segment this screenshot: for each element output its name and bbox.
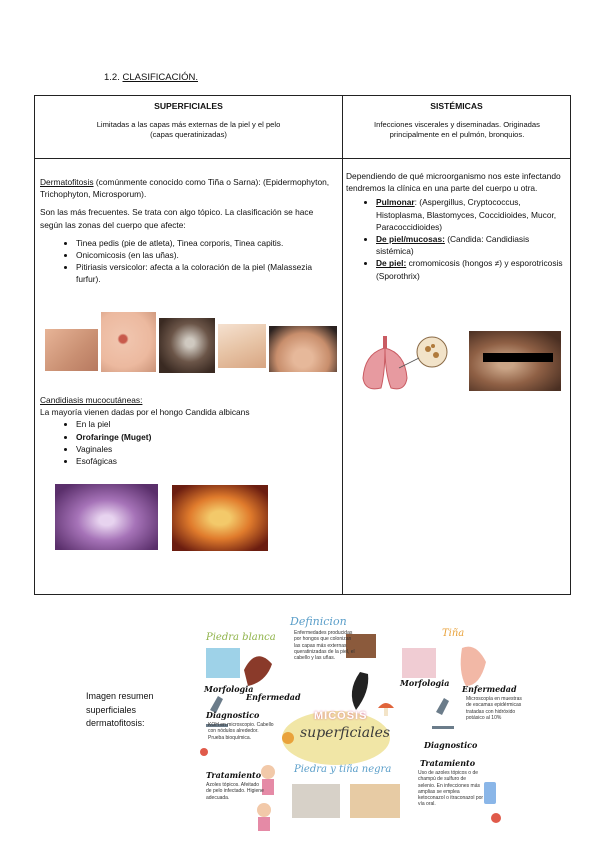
tratamiento-right: Tratamiento [420,758,476,768]
sistemicas-body [346,170,568,286]
candidiasis-esophagus-photo [172,485,268,551]
section-title: CLASIFICACIÓN. [122,72,198,83]
tinea-corporis-photo [101,312,156,372]
test-icon [282,732,294,744]
list-item [376,257,568,281]
list-item: • Orofaringe (Muget) [76,431,338,443]
summary-section [0,600,600,848]
classification-table [34,95,571,595]
superficiales-subtitle-line2: (capas queratinizadas) [150,129,227,139]
dermatofitosis-intro: (comúnmente conocido como Tiña o Sarna): (Epidermophyton, Trichophyton, Microsporum). [40,177,330,200]
list-item: • Tinea pedis (pie de atleta), Tinea corporis, Tinea capitis. [76,237,338,249]
superficiales-body [40,176,338,290]
sistemicas-subtitle-line1: Infecciones viscerales y diseminadas. Originadas [374,120,540,129]
piedra-negra-heading: Piedra y tiña negra [294,764,392,775]
shampoo-icon [484,782,496,804]
piedra-blanca-image [206,648,240,678]
candidiasis-list [40,418,338,467]
piel-text: cromomicosis (hongos ≠) y esporotricosis (Sporothrix) [376,258,563,281]
piel-mucosas-label: De piel/mucosas: [376,233,445,244]
morfologia-right: Morfologia [400,678,450,688]
enfermedad-left: Enfermedad [246,692,301,702]
enfermedad-right: Enfermedad [462,684,517,694]
hair-image [244,656,272,686]
figure-icon [257,803,271,817]
column-divider [342,96,343,594]
header-divider [35,158,570,159]
piedra-negra-image [292,784,340,818]
sistemicas-list [346,196,568,281]
dermatofitosis-paragraph [40,176,338,200]
list-item: • Vaginales [76,443,338,455]
superficiales-subtitle-line1: Limitadas a las capas más externas de la piel y el pelo [96,120,281,129]
eye-bar [483,353,553,362]
piedra-blanca-heading: Piedra blanca [206,632,276,643]
superficiales-title: SUPERFICIALES [154,101,223,111]
microscope-icon [432,698,454,729]
definicion-heading: Definicion [290,615,347,628]
list-item: • Esofágicas [76,455,338,467]
tina-micro-image [402,648,436,678]
diagnostico-left-note: KOH en microscopio. Cabello con nódulos alrededor. Prueba bioquímica. [208,722,274,741]
list-item: • Onicomicosis (en las uñas). [76,249,338,261]
morfologia-left: Morfologia [204,684,254,694]
list-item [376,233,568,257]
center-title-2: superficiales [300,725,391,741]
diagnostico-right: Diagnostico [424,740,478,750]
candidiasis-section [40,394,338,471]
sistemicas-subtitle-line2: principalmente en el pulmón, bronquios. [389,129,525,139]
cromomicosis-photo [469,331,561,391]
list-item [376,196,568,233]
diagnostico-left: Diagnostico [206,710,260,720]
sistemicas-subtitle [345,120,569,140]
tinea-capitis-photo [159,318,215,373]
sistemicas-intro: Dependiendo de qué microorganismo nos este infectando tendremos la clínica en una parte del cuerpo u otra. [346,171,561,194]
lungs-illustration [355,328,450,398]
pulmonar-text: : (Aspergillus, Cryptococcus, Histoplasma, Blastomyces, Coccidioides, Mucor, Paracoccidioides) [376,197,557,232]
piel-label: De piel: [376,258,407,269]
figure-icon [261,765,275,779]
frequency-paragraph: Son las más frecuentes. Se trata con algo tópico. La clasificación se hace según las zonas del cuerpo que afecte: [40,207,314,230]
sistemicas-title: SISTÉMICAS [430,101,483,111]
candidiasis-title: Candidiasis mucocutáneas: [40,395,143,405]
enfermedad-right-note: Microscopía en muestras de escamas epidérmicas tratadas con hidróxido potásico al 10% [466,696,522,721]
candidiasis-oral-photo [55,484,158,550]
tratamiento-left: Tratamiento [206,770,262,780]
definicion-note: Enfermedades producidas por hongos que colonizan las capas más externas queratinizadas de la piel, el cabello y las uñas. [294,630,355,661]
piel-mucosas-text: (Candida: Candidiasis sistémica) [376,233,530,257]
tinea-pedis-photo [45,329,98,371]
black-hair-image [352,672,368,710]
summary-label: Imagen resumen superficiales dermatofitosis: [86,691,154,728]
list-item: • En la piel [76,418,338,430]
onicomicosis-photo [218,324,266,368]
pulmonar-label: Pulmonar [376,197,415,208]
tratamiento-right-note: Uso de azoles tópicos o de champú de sulfuro de selenio. En infecciones más amplias se emplea ketoconazol o itraconazol por vía oral. [418,770,484,808]
section-number: 1.2. [104,72,120,83]
pitiriasis-photo [269,326,337,372]
tina-negra-image [350,784,400,818]
tina-foot-image [461,647,486,686]
tratamiento-left-note: Azoles tópicos. Afeitado de pelo infectado. Higiene adecuada. [206,782,264,801]
dermatofitosis-title: Dermatofitosis [40,177,94,187]
list-item: • Pitiriasis versicolor: afecta a la coloración de la piel (Malassezia furfur). [76,261,338,285]
pill-icon [491,813,501,823]
candidiasis-intro: La mayoría vienen dadas por el hongo Candida albicans [40,407,250,418]
center-title-1: MICOSIS [314,710,368,722]
superficiales-subtitle [35,120,342,140]
dermatofitosis-list [40,237,338,286]
section-heading [104,72,198,83]
tina-heading: Tiña [442,628,465,639]
